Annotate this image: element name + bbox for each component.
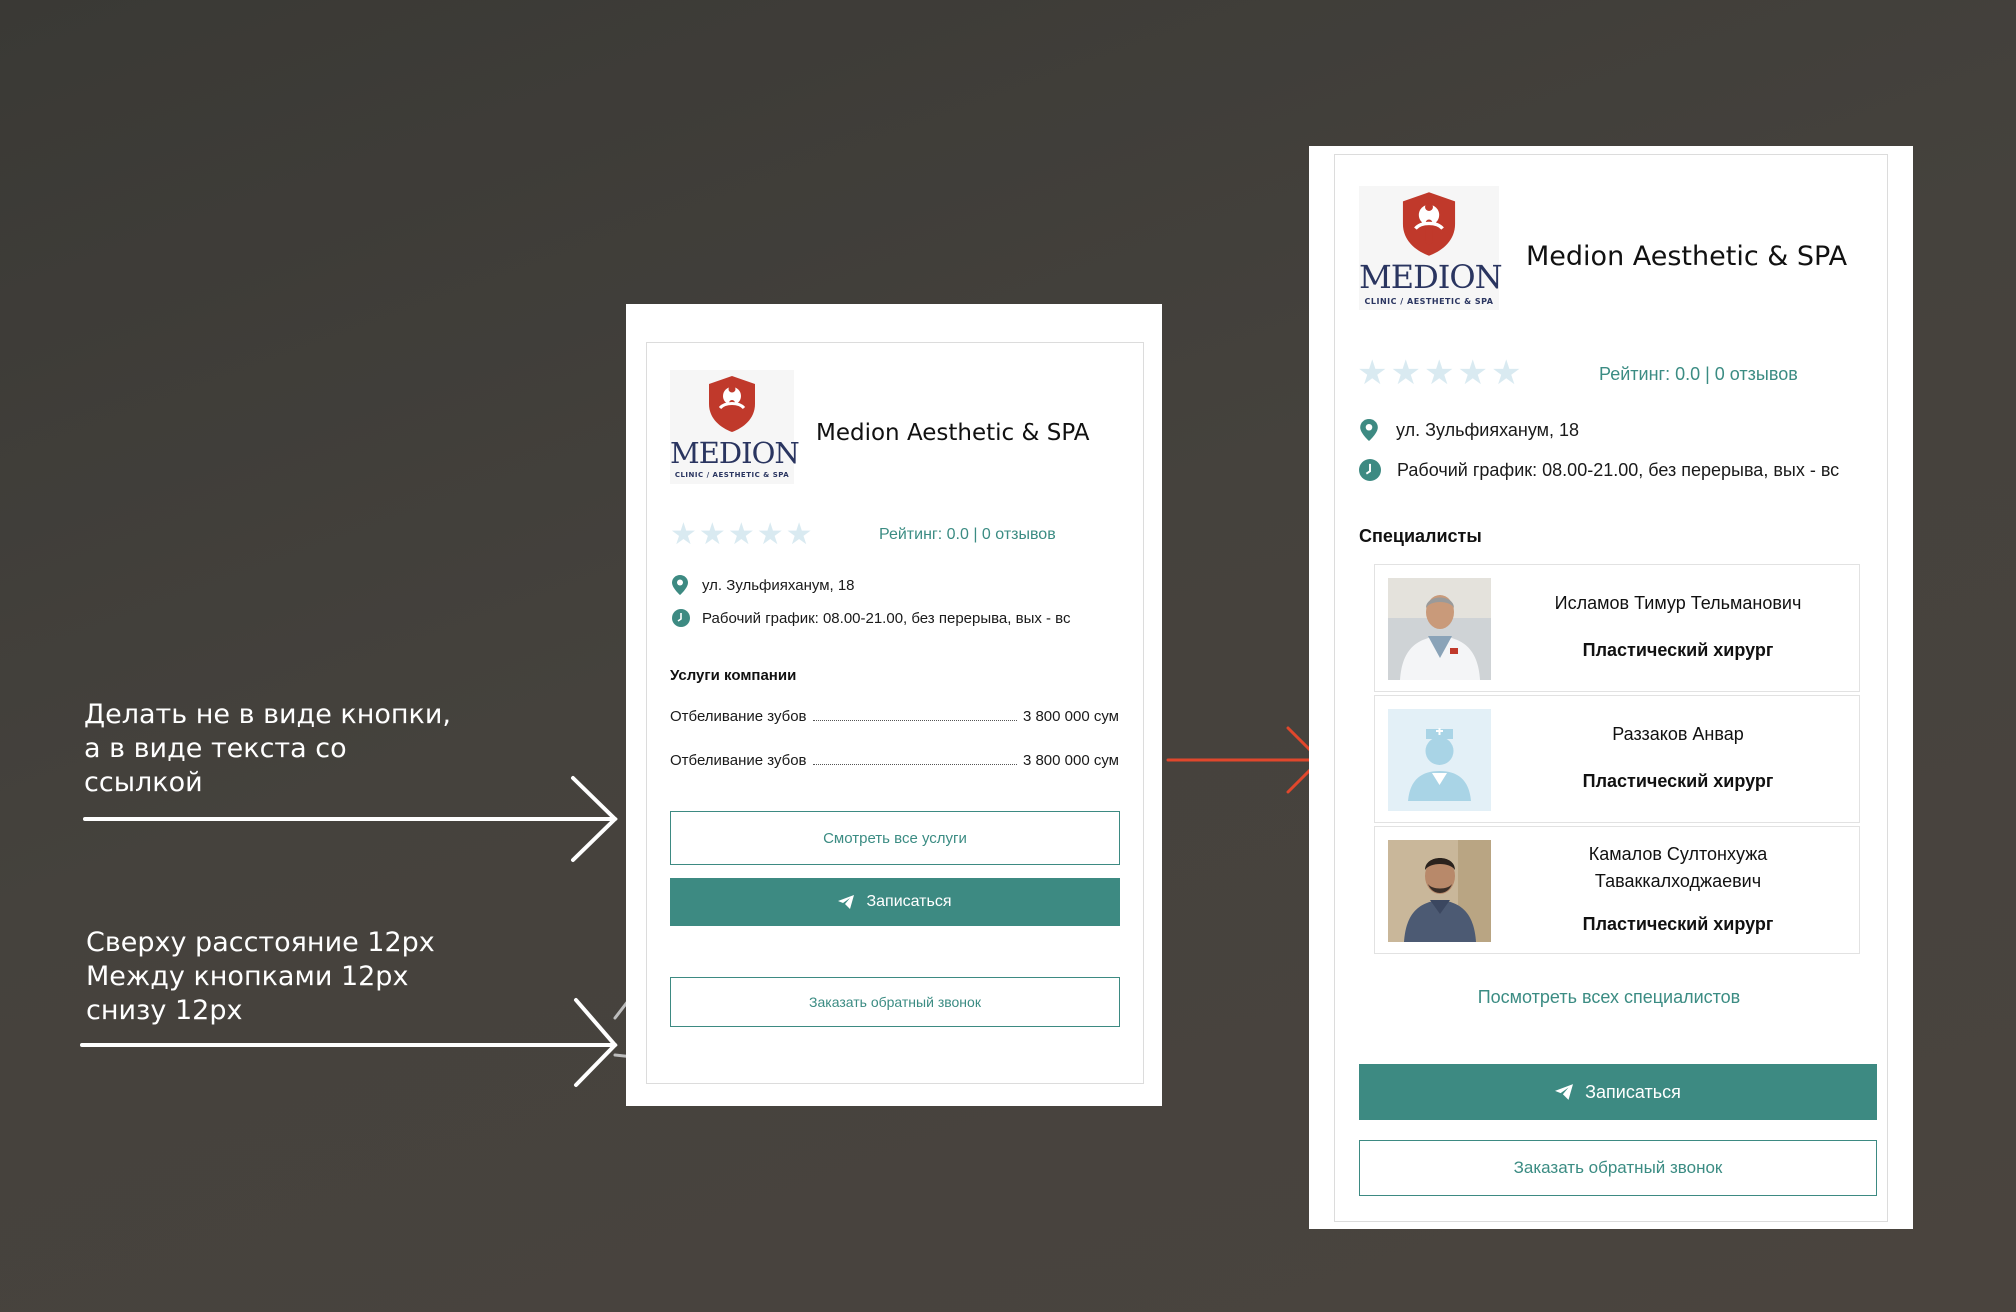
annotation-note-link-style <box>84 698 451 800</box>
specialist-role: Пластический хирург <box>1582 640 1774 660</box>
schedule-text: Рабочий график: 08.00-21.00, без перерыва, вых - вс <box>1397 459 1840 480</box>
annotation-line: Сверху расстояние 12px <box>86 927 435 958</box>
star-icon[interactable]: ★ <box>756 518 784 551</box>
star-icon[interactable]: ★ <box>1490 354 1522 392</box>
address-row <box>672 575 855 595</box>
location-pin-icon <box>1360 419 1378 441</box>
star-icon[interactable]: ★ <box>670 518 697 551</box>
annotation-line: снизу 12px <box>86 995 243 1026</box>
service-dots-divider <box>813 720 1017 721</box>
address-text: ул. Зульфияханум, 18 <box>1396 419 1580 440</box>
callback-button[interactable] <box>1359 1140 1877 1196</box>
specialist-role: Пластический хирург <box>1582 771 1774 791</box>
clinic-logo <box>670 370 799 484</box>
callback-button-label: Заказать обратный звонок <box>1513 1158 1723 1177</box>
arrow-left-to-right-card <box>1168 728 1320 792</box>
specialist-card[interactable] <box>1374 695 1860 823</box>
logo-brand-text: MEDION <box>1359 258 1502 296</box>
book-button[interactable] <box>670 878 1120 926</box>
service-row <box>670 708 1119 725</box>
clock-icon <box>672 609 690 627</box>
schedule-row <box>672 609 1070 627</box>
service-price: 3 800 000 сум <box>1022 708 1119 725</box>
shield-figure-icon <box>705 374 759 434</box>
schedule-row <box>1359 459 1839 481</box>
specialist-photo-placeholder <box>1388 709 1491 811</box>
specialists-heading: Специалисты <box>1359 526 1482 546</box>
logo-tagline: CLINIC / AESTHETIC & SPA <box>1364 297 1494 306</box>
telegram-plane-icon <box>1555 1084 1573 1100</box>
annotation-line: Между кнопками 12px <box>86 961 409 992</box>
star-icon[interactable]: ★ <box>1357 354 1388 392</box>
callback-button[interactable] <box>670 977 1120 1027</box>
address-text: ул. Зульфияханум, 18 <box>702 576 855 594</box>
callback-button-label: Заказать обратный звонок <box>809 994 981 1010</box>
location-pin-icon <box>672 575 688 595</box>
view-all-services-label: Смотреть все услуги <box>823 829 967 847</box>
star-icon[interactable]: ★ <box>1457 354 1488 392</box>
star-icon[interactable]: ★ <box>1390 354 1421 392</box>
doctor-placeholder-icon <box>1388 709 1491 811</box>
rating-link[interactable]: Рейтинг: 0.0 | 0 отзывов <box>879 526 1056 543</box>
company-title: Medion Aesthetic & SPA <box>816 420 1090 446</box>
specialist-photo <box>1388 578 1491 680</box>
service-price: 3 800 000 сум <box>1022 752 1119 769</box>
schedule-text: Рабочий график: 08.00-21.00, без перерыва, вых - вс <box>702 609 1071 627</box>
annotation-note-spacing <box>86 926 435 1028</box>
services-heading: Услуги компании <box>670 667 797 684</box>
service-dots-divider <box>813 764 1017 765</box>
book-button[interactable] <box>1359 1064 1877 1120</box>
star-icon[interactable]: ★ <box>727 518 755 551</box>
service-name: Отбеливание зубов <box>670 708 807 725</box>
logo-tagline: CLINIC / AESTHETIC & SPA <box>674 471 790 479</box>
specialist-card[interactable] <box>1374 564 1860 692</box>
address-row <box>1360 419 1579 441</box>
specialist-card[interactable] <box>1374 826 1860 954</box>
annotation-line: ссылкой <box>84 767 203 798</box>
specialist-role: Пластический хирург <box>1582 914 1774 934</box>
specialist-name: Исламов Тимур Тельманович <box>1554 593 1802 613</box>
book-button-label: Записаться <box>866 893 952 910</box>
annotation-line: а в виде текста со <box>84 733 347 764</box>
telegram-plane-icon <box>838 895 854 909</box>
star-icon[interactable]: ★ <box>698 518 726 551</box>
doctor-portrait-icon <box>1388 578 1491 680</box>
right-card-panel <box>1309 146 1913 1229</box>
annotation-line: Делать не в виде кнопки, <box>84 699 451 730</box>
doctor-portrait-icon <box>1388 840 1491 942</box>
star-icon[interactable]: ★ <box>785 518 813 551</box>
rating-link[interactable]: Рейтинг: 0.0 | 0 отзывов <box>1599 364 1798 384</box>
company-title: Medion Aesthetic & SPA <box>1526 241 1848 272</box>
shield-figure-icon <box>1398 190 1460 258</box>
book-button-label: Записаться <box>1585 1081 1681 1102</box>
specialist-name: Камалов Султонхужа Таваккалходжаевич <box>1588 844 1768 891</box>
service-row <box>670 752 1119 769</box>
specialist-photo <box>1388 840 1491 942</box>
service-name: Отбеливание зубов <box>670 752 807 769</box>
clinic-logo <box>1359 186 1502 310</box>
star-icon[interactable]: ★ <box>1423 354 1455 392</box>
rating-stars[interactable] <box>1357 356 1521 390</box>
view-all-specialists-link[interactable]: Посмотреть всех специалистов <box>1477 987 1741 1007</box>
logo-brand-text: MEDION <box>670 436 799 470</box>
rating-stars[interactable] <box>670 520 813 550</box>
specialist-name: Раззаков Анвар <box>1612 724 1744 744</box>
left-card-panel <box>626 304 1162 1106</box>
view-all-services-button[interactable] <box>670 811 1120 865</box>
clock-icon <box>1359 459 1381 481</box>
